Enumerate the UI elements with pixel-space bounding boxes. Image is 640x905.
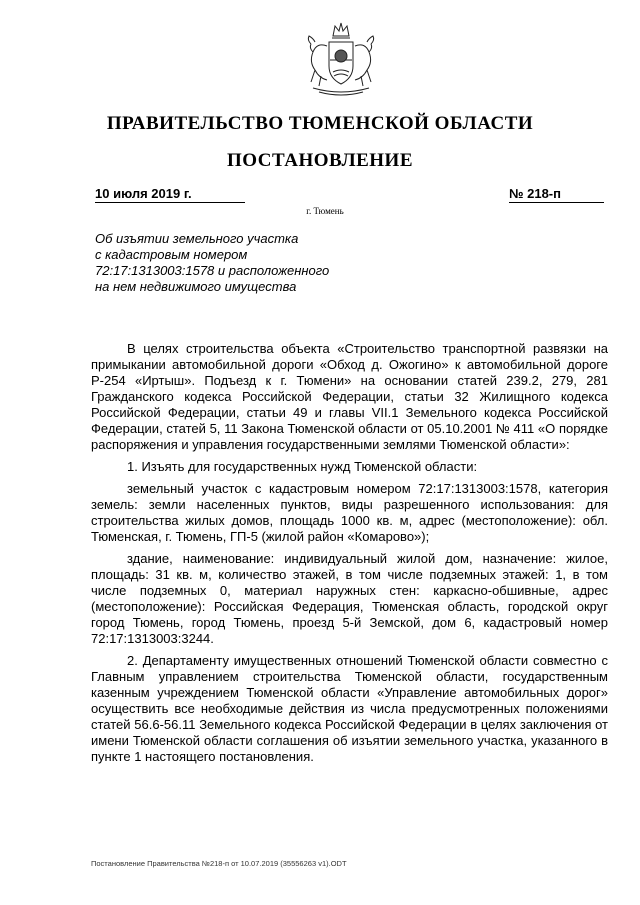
body-paragraph: 1. Изъять для государственных нужд Тюменской области:	[127, 459, 478, 474]
document-date: 10 июля 2019 г.	[95, 186, 245, 203]
document-type: ПОСТАНОВЛЕНИЕ	[226, 150, 414, 171]
subject-line: на нем недвижимого имущества	[95, 279, 297, 294]
document-number: № 218-п	[509, 186, 604, 203]
tyumen-coat-of-arms-icon	[299, 20, 383, 102]
subject-line: Об изъятии земельного участка	[95, 231, 299, 246]
document-body	[91, 341, 608, 771]
document-subject	[95, 231, 365, 295]
subject-line: 72:17:1313003:1578 и расположенного	[95, 263, 330, 278]
body-paragraph: земельный участок с кадастровым номером 72:17:1313003:1578, категория земель: земли населенных пунктов, виды разрешенного использования: для строительства жилых домов, площадь 1000 кв. м, адрес (местоположение): обл. Тюменская, г. Тюмень, ГП-5 (жилой район «Комарово»);	[91, 481, 608, 544]
document-footer: Постановление Правительства №218-п от 10.07.2019 (35556263 v1).ODT	[91, 859, 347, 868]
subject-line: с кадастровым номером	[95, 247, 248, 262]
document-city: г. Тюмень	[306, 206, 344, 216]
body-paragraph: 2. Департаменту имущественных отношений Тюменской области совместно с Главным управлением строительства Тюменской области, государственным казенным учреждением Тюменской области «Управление автомобильных дорог» осуществить все необходимые действия из числа предусмотренных положениями статей 56.6-56.11 Земельного кодекса Российской Федерации в целях заключения от имени Тюменской области соглашения об изъятии земельного участка, указанного в пункте 1 настоящего постановления.	[91, 653, 608, 764]
organization-name: ПРАВИТЕЛЬСТВО ТЮМЕНСКОЙ ОБЛАСТИ	[106, 113, 534, 134]
body-paragraph: В целях строительства объекта «Строительство транспортной развязки на примыкании автомобильной дороги «Обход д. Ожогино» к автомобильной дороге Р-254 «Иртыш». Подъезд к г. Тюмени» на основании статей 239.2, 279, 281 Гражданского кодекса Российской Федерации, статьи 32 Жилищного кодекса Российской Федерации, статьи 49 и главы VII.1 Земельного кодекса Российской Федерации, статей 5, 11 Закона Тюменской области от 05.10.2001 № 411 «О порядке распоряжения и управления государственными землями Тюменской области»:	[91, 341, 608, 452]
body-paragraph: здание, наименование: индивидуальный жилой дом, назначение: жилое, площадь: 31 кв. м, количество этажей, в том числе подземных этажей: 1, в том числе подземных 0, материал наружных стен: каркасно-обшивные, адрес (местоположение): Российская Федерация, Тюменская область, городской округ город Тюмень, город Тюмень, проезд 5-й Земской, дом 6, кадастровый номер 72:17:1313003:3244.	[91, 551, 608, 646]
